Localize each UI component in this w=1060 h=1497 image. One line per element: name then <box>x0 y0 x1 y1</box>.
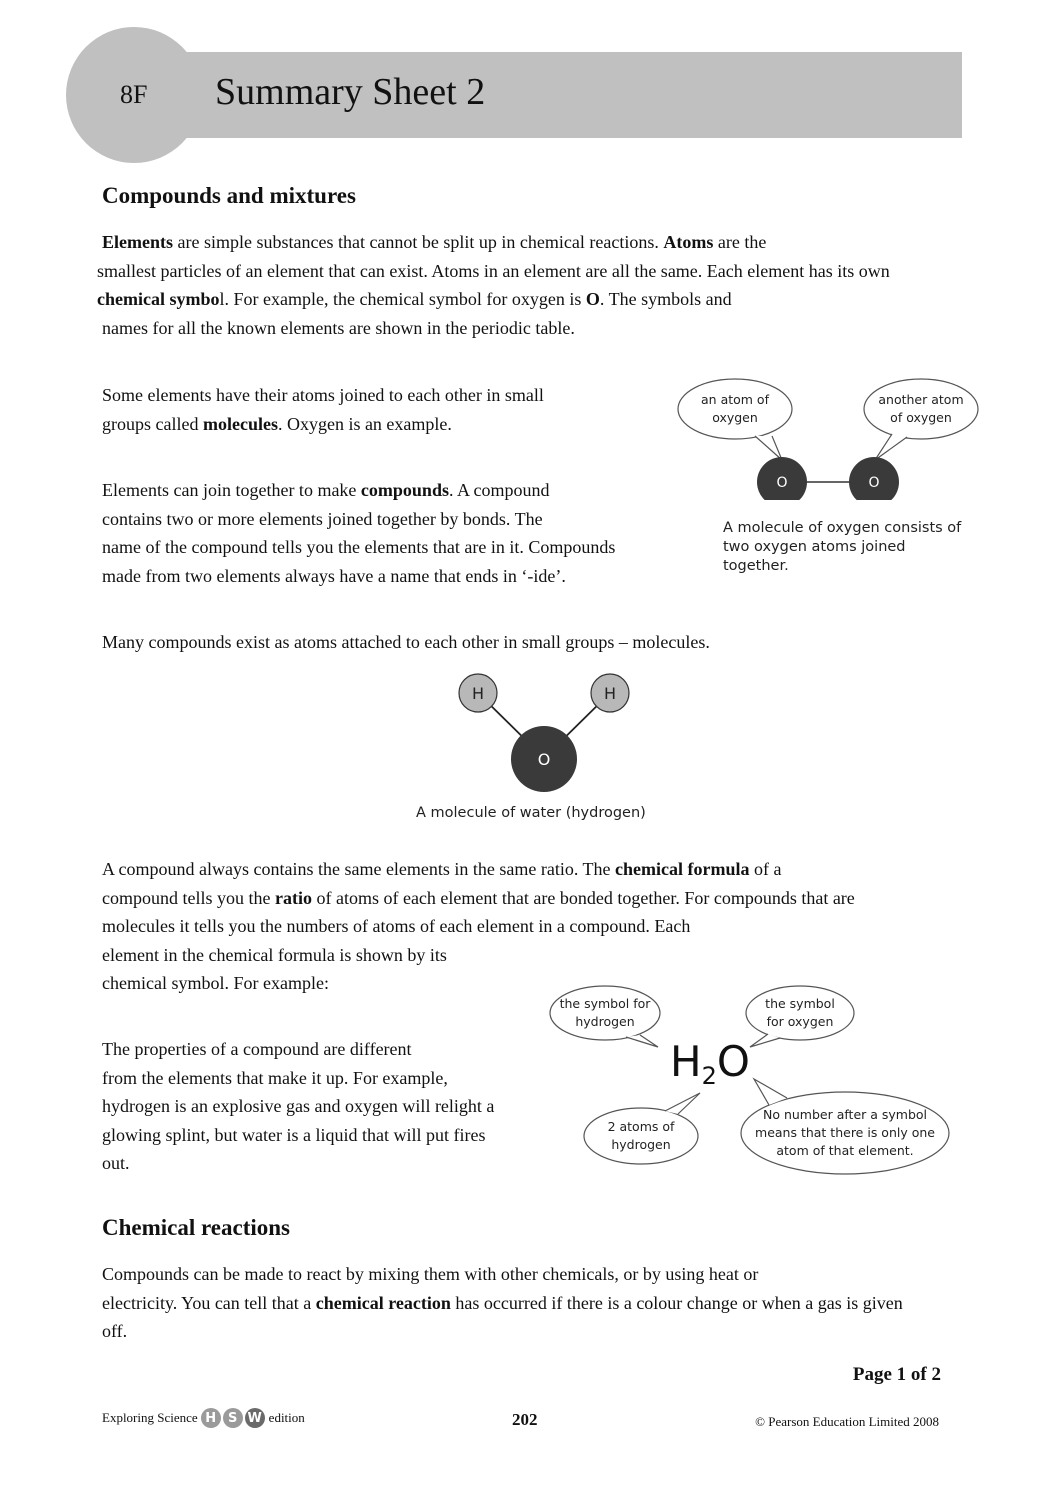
line: out. <box>102 1153 130 1173</box>
line: compound tells you the ratio of atoms of each element that are bonded together. For compounds that are <box>102 887 855 908</box>
paragraph-chemical-formula <box>102 855 855 998</box>
paragraph-properties <box>102 1035 494 1178</box>
bubble-atom-of-oxygen <box>678 388 792 430</box>
formula-figure <box>540 985 960 1185</box>
bubble-symbol-oxygen <box>746 993 854 1033</box>
caption-line: together. <box>723 558 789 574</box>
line: glowing splint, but water is a liquid that will put fires <box>102 1124 486 1145</box>
bubble-symbol-hydrogen <box>550 993 660 1033</box>
paragraph-chemical-reactions <box>102 1260 903 1346</box>
bubble-no-number <box>741 1105 949 1161</box>
bubble-another-atom <box>864 388 978 430</box>
bubble-text: another atom <box>878 392 964 407</box>
water-diagram <box>400 668 660 798</box>
section-heading-reactions: Chemical reactions <box>102 1215 291 1240</box>
line: made from two elements always have a name that ends in ‘-ide’. <box>102 565 566 586</box>
bubble-tail <box>755 436 782 460</box>
line: Some elements have their atoms joined to each other in small <box>102 385 544 405</box>
page-of-label: Page 1 of 2 <box>852 1364 941 1385</box>
caption-line: A molecule of oxygen consists of <box>723 520 962 536</box>
atom-label: H <box>471 684 485 703</box>
line: A compound always contains the same elements in the same ratio. The chemical formula of a <box>102 859 782 879</box>
line: molecules it tells you the numbers of atoms of each element in a compound. Each <box>102 916 691 936</box>
page-number: 202 <box>512 1410 538 1429</box>
oxygen-caption <box>723 519 961 576</box>
line: name of the compound tells you the elements that are in it. Compounds <box>102 537 616 557</box>
line: Elements can join together to make compounds. A compound <box>102 480 550 500</box>
footer-text: edition <box>268 1410 305 1425</box>
paragraph-molecules <box>102 381 544 438</box>
line: The properties of a compound are different <box>102 1039 412 1059</box>
badge-w-icon: W <box>245 1408 265 1428</box>
bubble-text: of oxygen <box>890 410 952 425</box>
formula-symbol: H <box>670 1037 702 1086</box>
badge-h-icon: H <box>201 1408 221 1428</box>
line: element in the chemical formula is shown by its <box>102 944 447 965</box>
formula-symbol: O <box>716 1037 750 1086</box>
bubble-text: for oxygen <box>766 1014 834 1029</box>
formula-h2o <box>670 1037 750 1101</box>
paragraph-molecules-groups: Many compounds exist as atoms attached to each other in small groups – molecules. <box>102 632 710 652</box>
bubble-text: the symbol <box>765 996 835 1011</box>
line: chemical symbol. For example: <box>102 973 329 993</box>
water-caption: A molecule of water (hydrogen) <box>416 805 646 821</box>
line: contains two or more elements joined together by bonds. The <box>102 508 543 529</box>
line: names for all the known elements are shown in the periodic table. <box>102 317 575 338</box>
bubble-text: an atom of <box>701 392 769 407</box>
oxygen-molecule-figure <box>660 370 1000 590</box>
bubble-text: No number after a symbol <box>762 1107 928 1122</box>
bubble-text: means that there is only one <box>755 1125 935 1140</box>
bubble-tail <box>626 1035 658 1047</box>
bubble-text: 2 atoms of <box>607 1119 675 1134</box>
caption-line: two oxygen atoms joined <box>723 539 906 555</box>
line: from the elements that make it up. For example, <box>102 1067 448 1088</box>
line: Compounds can be made to react by mixing them with other chemicals, or by using heat or <box>102 1264 759 1284</box>
formula-subscript: 2 <box>701 1062 717 1090</box>
line: smallest particles of an element that can exist. Atoms in an element are all the same. Each element has its own <box>97 260 890 281</box>
footer-text: Exploring Science <box>102 1410 198 1425</box>
page-title: Summary Sheet 2 <box>215 71 486 113</box>
line: groups called molecules. Oxygen is an example. <box>102 413 452 434</box>
bubble-text: hydrogen <box>575 1014 635 1029</box>
bubble-text: hydrogen <box>611 1137 671 1152</box>
atom-label: O <box>868 475 880 491</box>
bubble-text: atom of that element. <box>776 1143 914 1158</box>
unit-code: 8F <box>120 80 148 109</box>
water-molecule-figure <box>400 668 660 828</box>
bubble-text: oxygen <box>712 410 758 425</box>
atom-label: H <box>603 684 617 703</box>
line: electricity. You can tell that a chemical reaction has occurred if there is a colour change or when a gas is given <box>102 1292 903 1313</box>
line: Elements are simple substances that cannot be split up in chemical reactions. Atoms are the <box>102 232 767 252</box>
line: chemical symbol. For example, the chemical symbol for oxygen is O. The symbols and <box>97 289 732 309</box>
bubble-tail <box>875 434 907 460</box>
bubble-two-atoms <box>584 1116 698 1156</box>
line: off. <box>102 1321 128 1341</box>
line: hydrogen is an explosive gas and oxygen will relight a <box>102 1096 495 1116</box>
bubble-text: the symbol for <box>559 996 651 1011</box>
atom-label: O <box>537 750 551 769</box>
hsw-badges <box>201 1408 265 1428</box>
badge-s-icon: S <box>223 1408 243 1428</box>
section-heading-compounds: Compounds and mixtures <box>102 183 356 208</box>
copyright: © Pearson Education Limited 2008 <box>755 1414 939 1429</box>
paragraph-elements <box>97 228 967 342</box>
atom-label: O <box>776 475 788 491</box>
footer-left <box>102 1408 305 1428</box>
paragraph-compounds <box>102 476 615 590</box>
